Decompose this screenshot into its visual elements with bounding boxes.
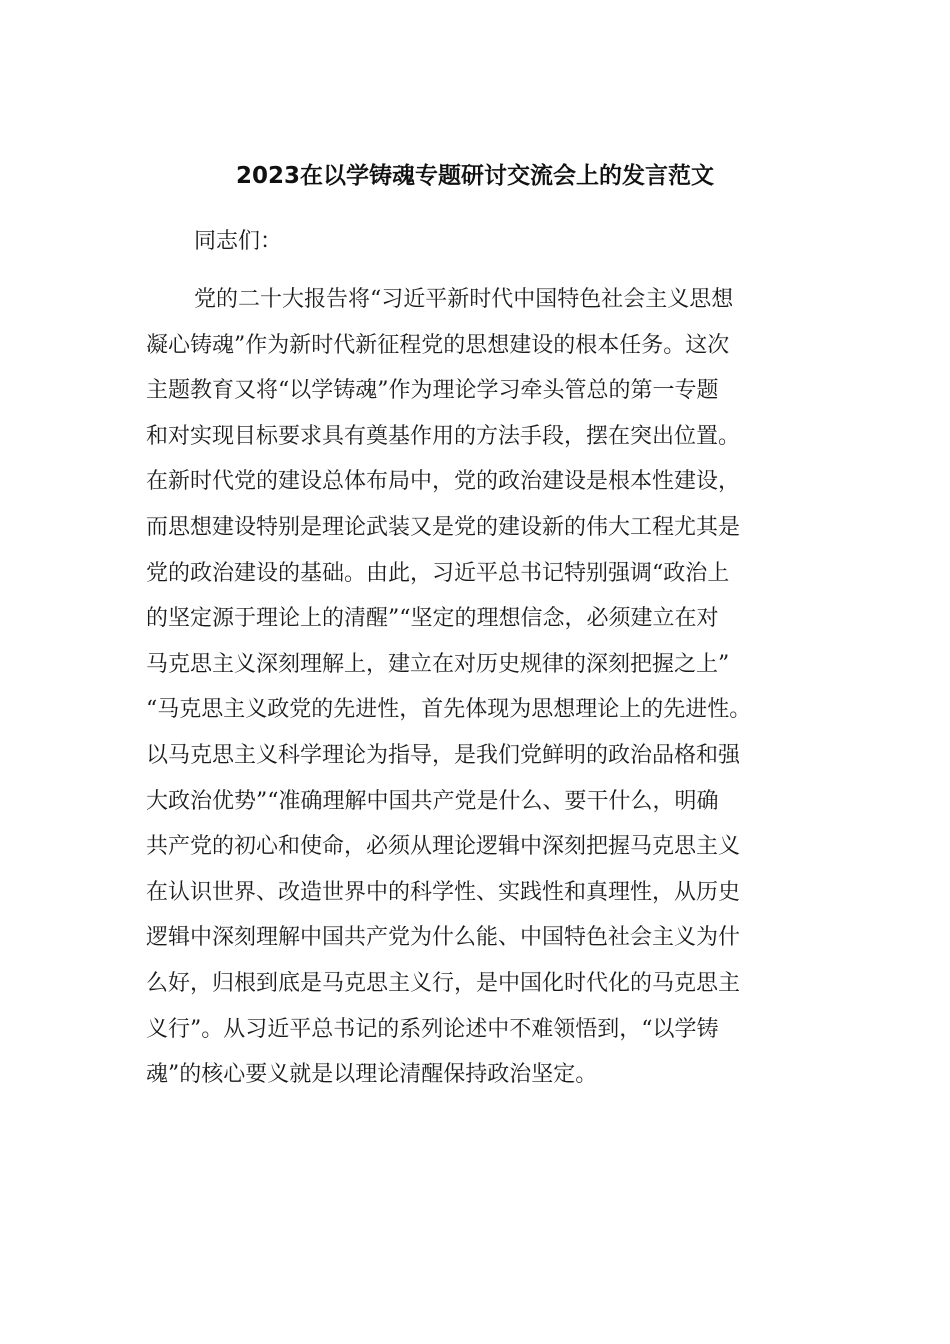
paragraph-line: 的坚定源于理论上的清醒”“坚定的理想信念，必须建立在对	[146, 606, 719, 632]
paragraph-line: 和对实现目标要求具有奠基作用的方法手段，摆在突出位置。	[146, 423, 741, 449]
paragraph-line: 大政治优势”“准确理解中国共产党是什么、要干什么，明确	[146, 788, 719, 814]
paragraph-line: 在新时代党的建设总体布局中，党的政治建设是根本性建设，	[146, 469, 741, 495]
paragraph-line: 共产党的初心和使命，必须从理论逻辑中深刻把握马克思主义	[146, 834, 741, 860]
paragraph-line: 党的政治建设的基础。由此，习近平总书记特别强调“政治上	[146, 560, 730, 586]
paragraph-line: 而思想建设特别是理论武装又是党的建设新的伟大工程尤其是	[146, 514, 741, 540]
paragraph-line: 魂”的核心要义就是以理论清醒保持政治坚定。	[146, 1062, 598, 1088]
body-paragraph	[146, 284, 826, 1105]
paragraph-line: 马克思主义深刻理解上，建立在对历史规律的深刻把握之上”	[146, 651, 730, 677]
salutation: 同志们：	[194, 229, 283, 254]
paragraph-line: 凝心铸魂”作为新时代新征程党的思想建设的根本任务。这次	[146, 332, 730, 358]
paragraph-line: “马克思主义政党的先进性，首先体现为思想理论上的先进性。	[146, 697, 752, 723]
paragraph-line: 么好，归根到底是马克思主义行，是中国化时代化的马克思主	[146, 970, 741, 996]
paragraph-line: 义行”。从习近平总书记的系列论述中不难领悟到，“以学铸	[146, 1016, 719, 1042]
paragraph-line: 党的二十大报告将“习近平新时代中国特色社会主义思想	[194, 287, 734, 312]
paragraph-line: 以马克思主义科学理论为指导，是我们党鲜明的政治品格和强	[146, 742, 741, 768]
document-title: 2023在以学铸魂专题研讨交流会上的发言范文	[235, 163, 714, 189]
paragraph-line: 逻辑中深刻理解中国共产党为什么能、中国特色社会主义为什	[146, 925, 741, 951]
paragraph-line: 主题教育又将“以学铸魂”作为理论学习牵头管总的第一专题	[146, 378, 719, 404]
paragraph-line: 在认识世界、改造世界中的科学性、实践性和真理性，从历史	[146, 879, 741, 905]
